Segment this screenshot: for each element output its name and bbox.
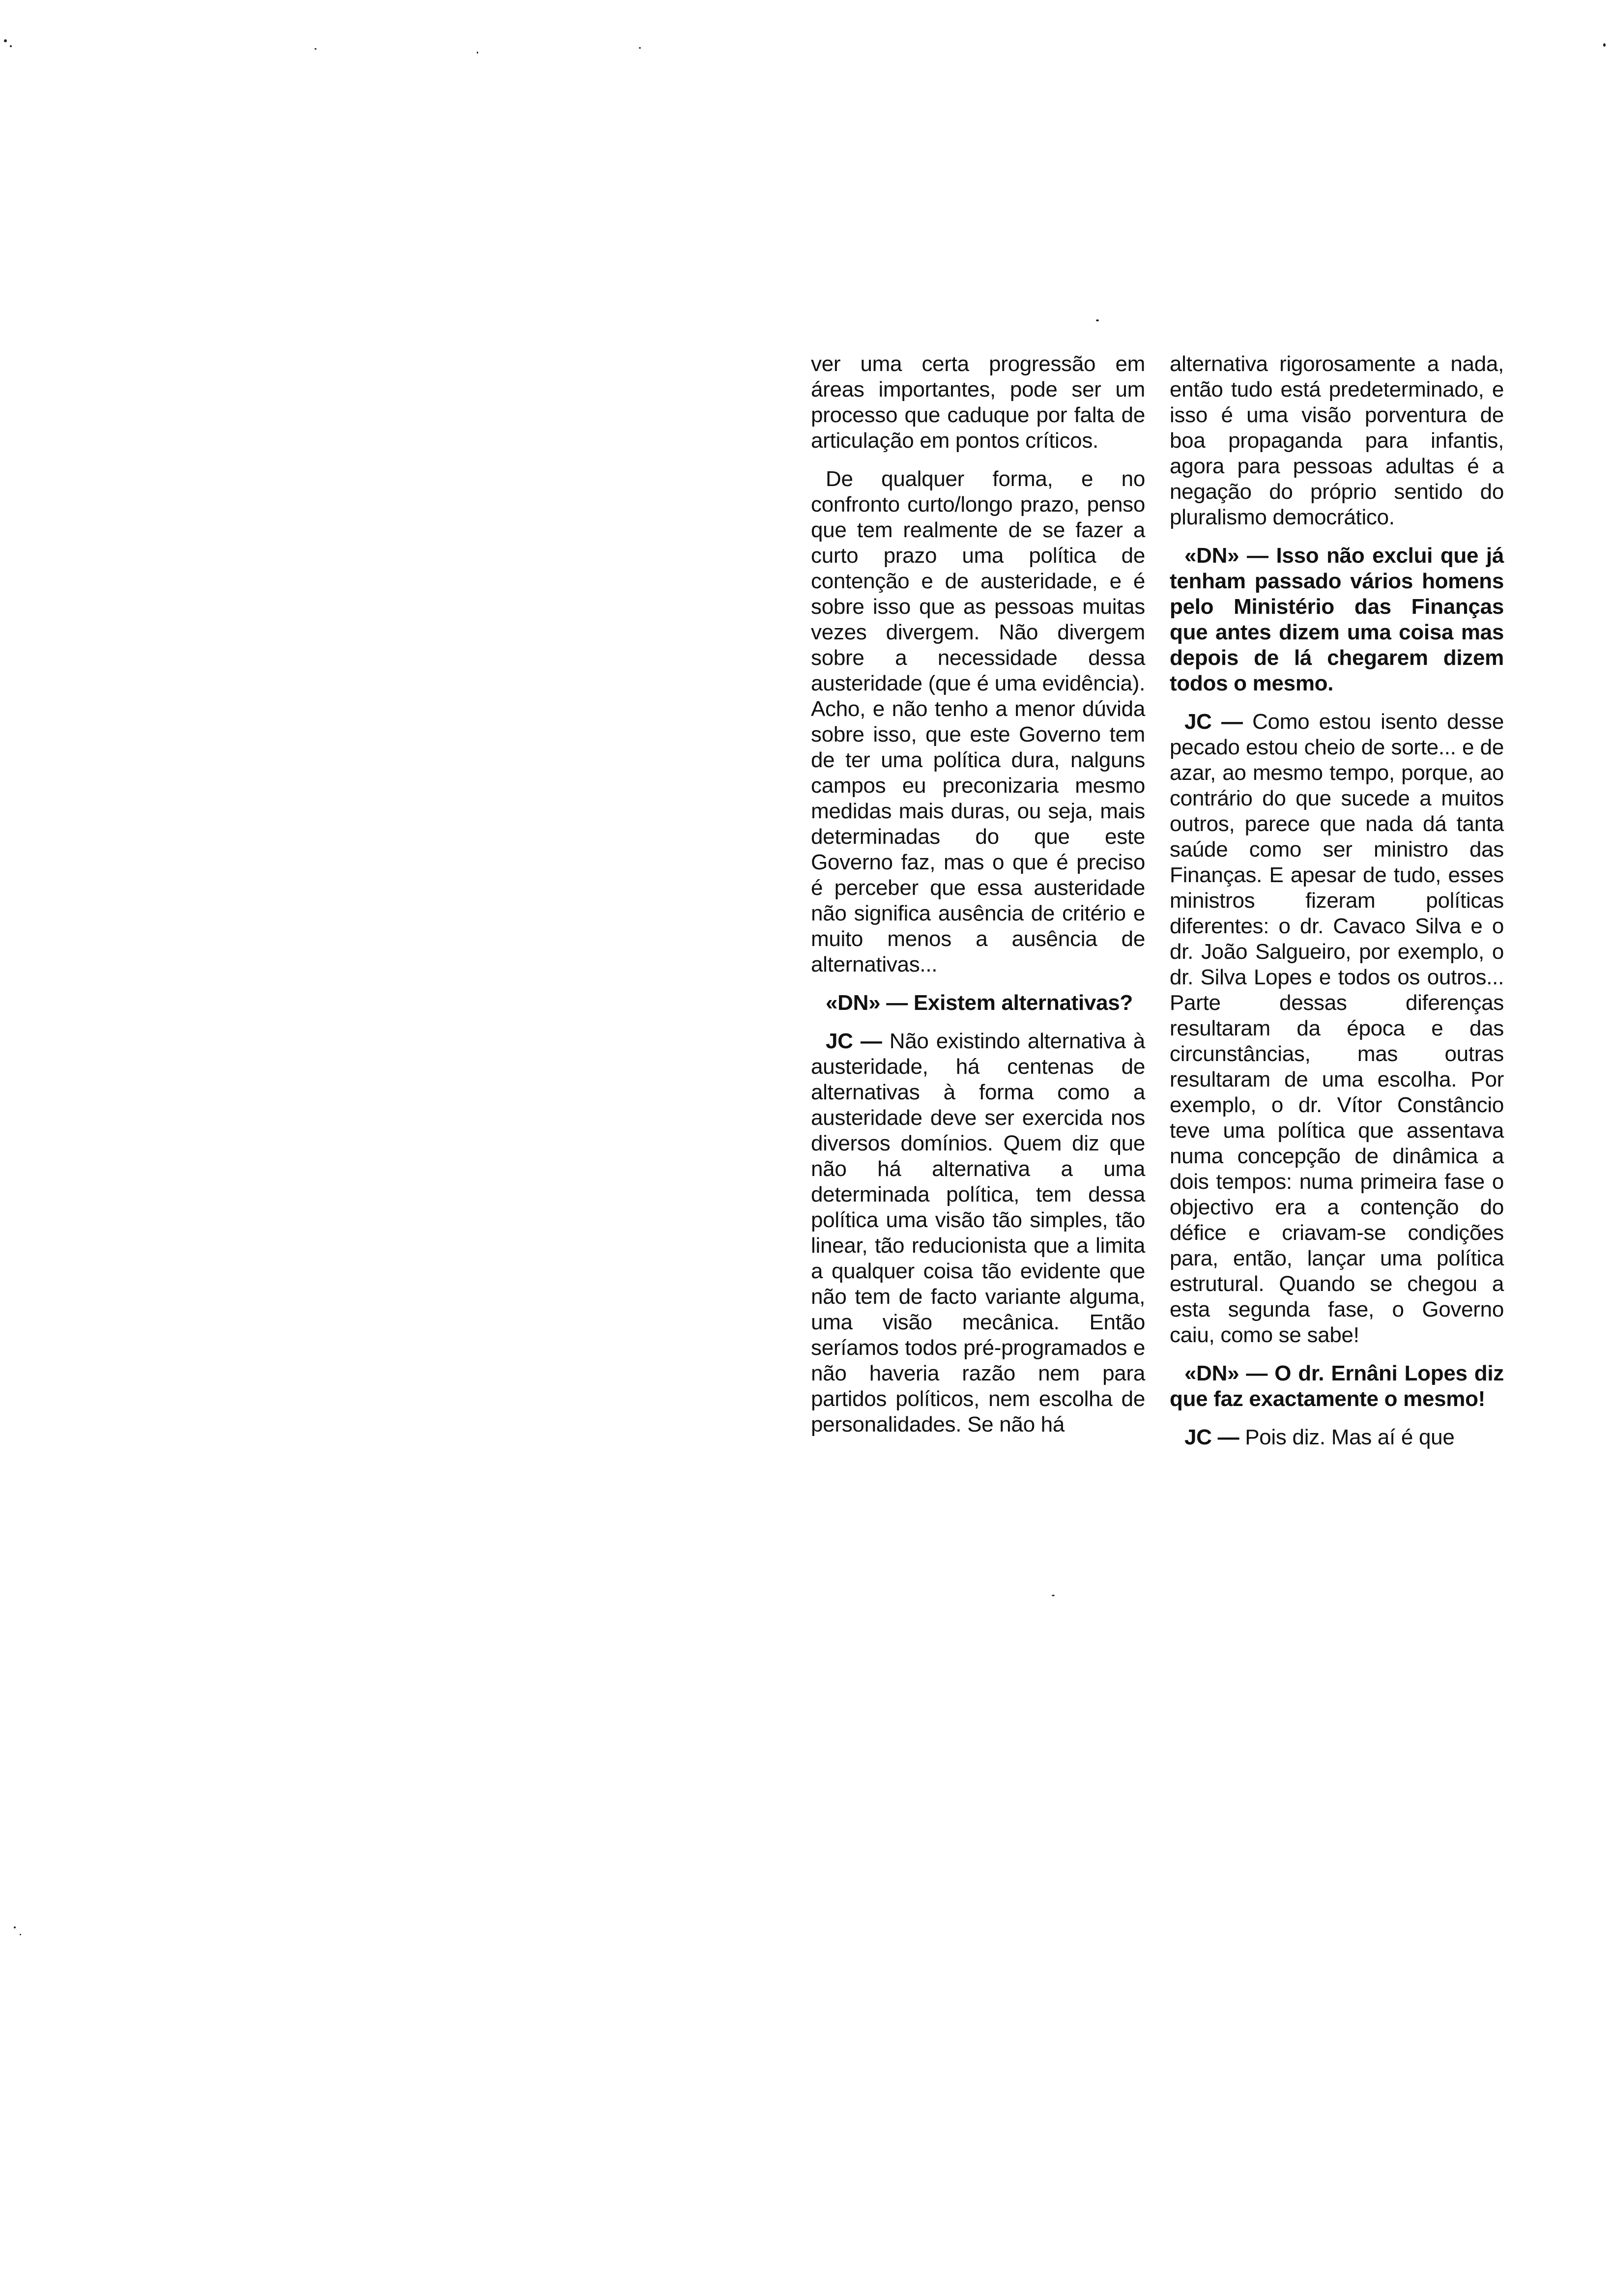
speaker-label: JC — [1184, 710, 1243, 734]
interview-answer [1170, 709, 1504, 1348]
speaker-label: «DN» — [1184, 1361, 1268, 1385]
scan-speck [315, 48, 317, 50]
article-column-right [1170, 351, 1504, 1463]
answer-text: Pois diz. Mas aí é que [1245, 1425, 1455, 1449]
scan-speck [1052, 1595, 1055, 1596]
speaker-label: «DN» — [1184, 544, 1268, 568]
interview-question [1170, 543, 1504, 696]
scan-speck [10, 45, 12, 47]
interview-question [811, 990, 1145, 1016]
question-text: Isso não exclui que já tenham passado vários homens pelo Ministério das Finanças que antes dizem uma coisa mas depois de lá chegarem dizem todos o mesmo. [1170, 544, 1504, 695]
question-text: Existem alternativas? [913, 991, 1133, 1015]
paragraph: De qualquer forma, e no confronto curto/longo prazo, penso que tem realmente de se fazer a curto prazo uma política de contenção e de austeridade, e é sobre isso que as pessoas muitas vezes divergem. Não divergem sobre a necessidade dessa austeridade (que é uma evidência). Acho, e não tenho a menor dúvida sobre isso, que este Governo tem de ter uma política dura, nalguns campos eu preconizaria mesmo medidas mais duras, ou seja, mais determinadas do que este Governo faz, mas o que é preciso é perceber que essa austeridade não significa ausência de critério e muito menos a ausência de alternativas... [811, 467, 1145, 976]
answer-text: Como estou isento desse pecado estou cheio de sorte... e de azar, ao mesmo tempo, porque, ao contrário do que sucede a muitos outros, parece que nada dá tanta saúde como ser ministro das Finanças. E apesar de tudo, esses ministros fizeram políticas diferentes: o dr. Cavaco Silva e o dr. João Salgueiro, por exemplo, o dr. Silva Lopes e todos os outros... Parte dessas diferenças resultaram da época e das circunstâncias, mas outras resultaram de uma escolha. Por exemplo, o dr. Vítor Constâncio teve uma política que assentava numa concepção de dinâmica a dois tempos: numa primeira fase o objectivo era a contenção do défice e criavam-se condições para, então, lançar uma política estrutural. Quando se chegou a esta segunda fase, o Governo caiu, como se sabe! [1170, 710, 1504, 1347]
answer-text: Não existindo alternativa à austeridade, há centenas de alternativas à forma como a austeridade deve ser exercida nos diversos domínios. Quem diz que não há alternativa a uma determinada política, tem dessa política uma visão tão simples, tão linear, tão reducionista que a limita a qualquer coisa tão evidente que não tem de facto variante alguma, uma visão mecânica. Então seríamos todos pré-programados e não haveria razão nem para partidos políticos, nem escolha de personalidades. Se não há [811, 1029, 1145, 1436]
speaker-label: JC — [826, 1029, 882, 1053]
scan-speck [20, 1934, 21, 1935]
interview-answer [1170, 1425, 1504, 1450]
scan-speck [4, 39, 7, 42]
speaker-label: JC — [1184, 1425, 1239, 1449]
scan-speck [1096, 319, 1099, 321]
scan-speck [477, 52, 478, 54]
paragraph: ver uma certa progressão em áreas importantes, pode ser um processo que caduque por falta de articulação em pontos críticos. [811, 352, 1145, 453]
paragraph: alternativa rigorosamente a nada, então tudo está predeterminado, e isso é uma visão porventura de boa propaganda para infantis, agora para pessoas adultas é a negação do próprio sentido do pluralismo democrático. [1170, 352, 1504, 529]
scan-speck [1603, 43, 1606, 47]
speaker-label: «DN» — [826, 991, 908, 1015]
article-column-left [811, 351, 1145, 1450]
question-text: O dr. Ernâni Lopes diz que faz exactamente o mesmo! [1170, 1361, 1504, 1411]
interview-question [1170, 1361, 1504, 1412]
scan-speck [639, 47, 641, 49]
interview-answer [811, 1029, 1145, 1437]
scan-speck [14, 1926, 16, 1928]
